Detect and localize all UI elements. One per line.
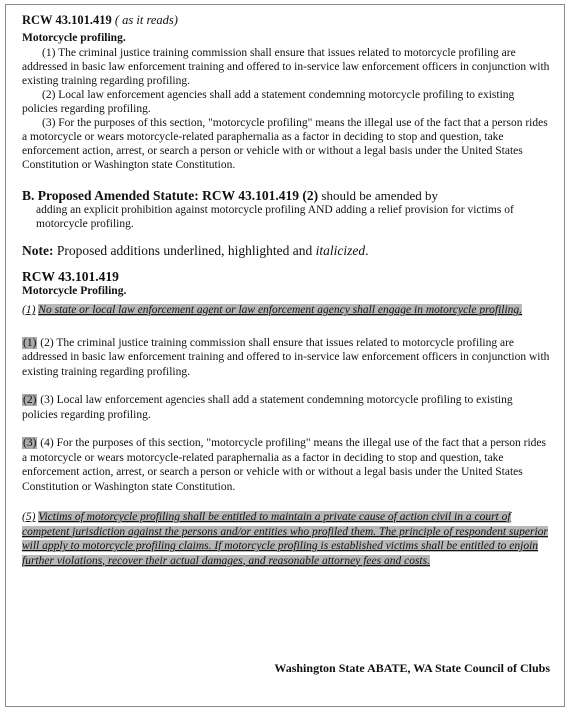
section-b-description: adding an explicit prohibition against motorcycle profiling AND adding a relief provision for victims of motorcycle profiling.: [36, 204, 514, 230]
note-italic-word: italicized: [315, 243, 366, 258]
current-clause-1: (1) The criminal justice training commission shall ensure that issues related to motorcycle profiling are addressed in basic law enforcement training and offered to in-service law enforcement officers in conjunction with existing training regarding profiling.: [22, 47, 550, 87]
amended-clause-5: (5) Victims of motorcycle profiling shall be entitled to maintain a private cause of action civil in a court of competent jurisdiction against the persons and/or entities who profiled them. The principle of respondent superior will apply to motorcycle profiling claims. If motorcycle profiling is established victims shall be entitled to enjoin further violations, recover their actual damages, and reasonable attorney fees and costs.: [22, 511, 548, 567]
document-page: [5, 4, 565, 707]
note-text: Proposed additions underlined, highlighted and: [56, 243, 313, 258]
struck-number-tag: (2): [23, 394, 37, 406]
current-clause-3: (3) For the purposes of this section, "motorcycle profiling" means the illegal use of the fact that a person rides a motorcycle or wears motorcycle-related paraphernalia as a factor in deciding to stop and question, take enforcement action, arrest, or search a person or vehicle with or without a legal basis under the United States Constitution or Washington state Constitution.: [22, 117, 548, 171]
as-it-reads-note: ( as it reads): [114, 13, 178, 27]
amended-statute-subtitle: Motorcycle Profiling.: [22, 285, 127, 297]
note-line: Note: Proposed additions underlined, highlighted and italicized.: [22, 243, 369, 258]
amended-clause-3: (2) (3) Local law enforcement agencies shall add a statement condemning motorcycle profiling to existing policies regarding profiling.: [22, 394, 513, 421]
current-statute-subtitle: Motorcycle profiling.: [22, 32, 126, 44]
section-b-inline: should be amended by: [321, 188, 439, 203]
note-label: Note:: [22, 243, 54, 258]
section-b-paragraph: [22, 188, 550, 203]
amended-clause-1: (1) No state or local law enforcement agent or law enforcement agency shall engage in motorcycle profiling.: [22, 304, 523, 316]
signature: Washington State ABATE, WA State Council of Clubs: [274, 661, 550, 675]
amended-statute-heading: RCW 43.101.419: [22, 269, 119, 284]
amended-clause-4: (3) (4) For the purposes of this section, "motorcycle profiling" means the illegal use of the fact that a person rides a motorcycle or wears motorcycle-related paraphernalia as a factor in deciding to stop and question, take enforcement action, arrest, or search a person or vehicle with or without a legal basis under the United States Constitution or Washington state Constitution.: [22, 437, 546, 493]
current-statute-heading: RCW 43.101.419 ( as it reads): [22, 13, 178, 27]
amended-clause-2: (1) (2) The criminal justice training commission shall ensure that issues related to motorcycle profiling are addressed in basic law enforcement training and offered to in-service law enforcement officers in conjunction with existing training regarding profiling.: [22, 336, 550, 378]
struck-number-tag: (1): [23, 336, 37, 349]
current-clause-2: (2) Local law enforcement agencies shall add a statement condemning motorcycle profiling to existing policies regarding profiling.: [22, 89, 515, 115]
struck-number-tag: (3): [23, 437, 37, 449]
section-b-heading: B. Proposed Amended Statute: RCW 43.101.419 (2): [22, 188, 319, 203]
